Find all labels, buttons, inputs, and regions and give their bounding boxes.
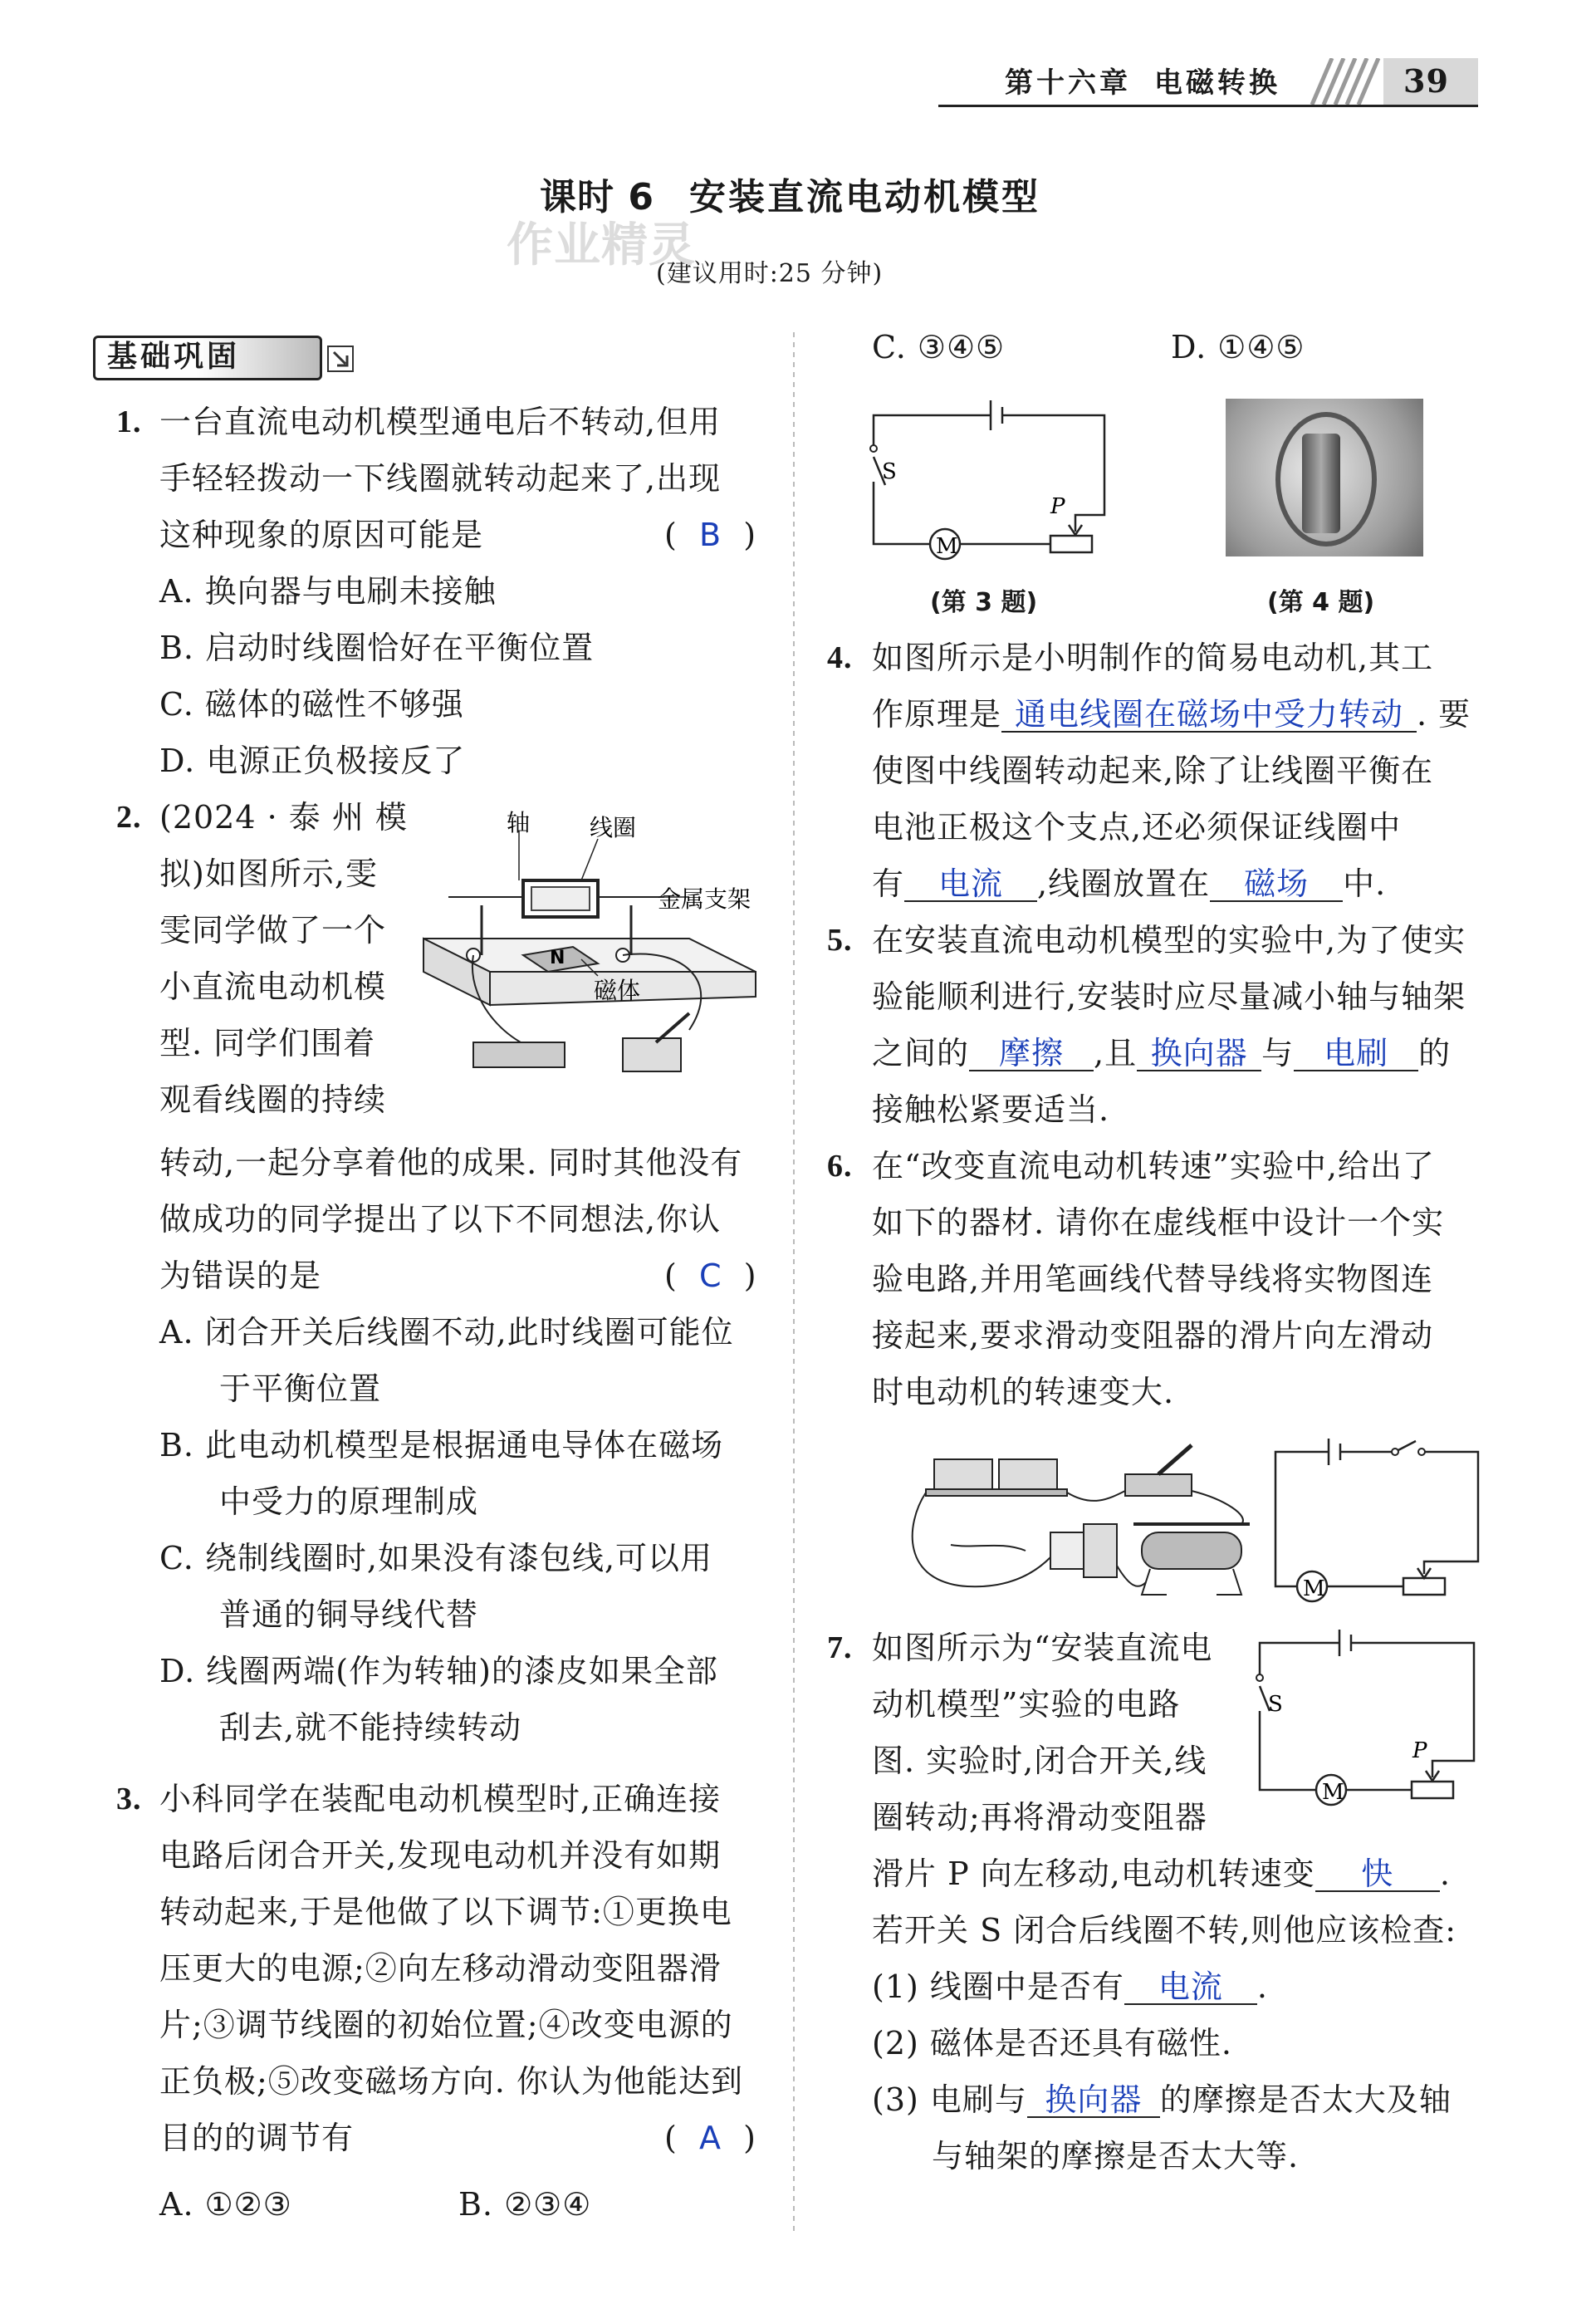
section-tag [93,336,322,380]
q6-circuit-figure [1270,1437,1486,1603]
q4-text: 作原理是 [872,696,1002,733]
header-stripes [1304,58,1478,105]
q5-text: ,且 [1094,1035,1138,1071]
q7-line: 若开关 S 闭合后线圈不转,则他应该检查: [872,1912,1457,1949]
q1-answer: B [698,517,722,553]
watermark: 作业精灵 [507,218,696,272]
q5-line: 验能顺利进行,安装时应尽量减小轴与轴架 [872,978,1466,1015]
q4-text: 中. [1343,865,1387,902]
q2-option-cont: 刮去,就不能持续转动 [219,1709,522,1746]
q5-blank[interactable]: 换向器 [1137,1037,1261,1071]
q7-line [872,1854,1451,1894]
q1-answer-bracket: ( B ) [664,517,757,553]
q6-line: 如下的器材. 请你在虚线框中设计一个实 [872,1204,1445,1241]
header-rule [938,105,1478,107]
q6-fig-m: M [1303,1576,1325,1601]
q4-blank[interactable]: 电流 [904,867,1037,902]
q4-motor-photo [1226,399,1423,556]
q4-text: . 要 [1417,696,1471,733]
q2-fig-bracket: 金属支架 [658,885,751,913]
q7-line: 动机模型”实验的电路 [872,1686,1181,1723]
q5-blank[interactable]: 电刷 [1294,1037,1418,1071]
q3-answer: A [698,2120,722,2156]
q2-option: B. 此电动机模型是根据通电导体在磁场 [159,1427,724,1463]
q7-item-cont: 与轴架的摩擦是否太大等. [932,2138,1300,2174]
q4-text: ,线圈放置在 [1037,865,1211,902]
q2-line: 拟)如图所示,雯 [159,855,378,892]
q2-line: 为错误的是 [159,1257,322,1294]
q5-number: 5. [827,923,853,958]
q3-line: 电路后闭合开关,发现电动机并没有如期 [159,1837,722,1874]
q2-option: A. 闭合开关后线圈不动,此时线圈可能位 [159,1314,734,1351]
q4-line: 使图中线圈转动起来,除了让线圈平衡在 [872,752,1434,789]
q2-line: 转动,一起分享着他的成果. 同时其他没有 [159,1145,743,1181]
q6-line: 接起来,要求滑动变阻器的滑片向左滑动 [872,1317,1434,1354]
q3-option: D. ①④⑤ [1171,329,1305,365]
q2-option: D. 线圈两端(作为转轴)的漆皮如果全部 [159,1653,718,1689]
q2-line: 雯同学做了一个 [159,912,387,949]
q1-number: 1. [116,404,142,439]
q6-line: 在“改变直流电动机转速”实验中,给出了 [872,1148,1435,1184]
lesson-number: 课时 6 [540,176,654,218]
q2-line: 型. 同学们围着 [159,1025,376,1061]
q3-line: 转动起来,于是他做了以下调节:①更换电 [159,1894,732,1930]
q7-blank[interactable]: 电流 [1124,1970,1257,2005]
q4-figure-caption: (第 4 题) [1267,588,1375,617]
q7-text: (1) 线圈中是否有 [872,1968,1124,2005]
q3-line: 压更大的电源;②向左移动滑动变阻器滑 [159,1950,722,1987]
q4-line [872,694,1471,734]
suggested-time: (建议用时:25 分钟) [656,259,884,288]
q5-line: 在安装直流电动机模型的实验中,为了使实 [872,922,1466,958]
chapter-header [938,58,1478,110]
q7-line: 图. 实验时,闭合开关,线 [872,1743,1207,1779]
q7-item [872,2080,1452,2120]
q2-line: 做成功的同学提出了以下不同想法,你认 [159,1201,722,1238]
q7-text: 的摩擦是否太大及轴 [1159,2081,1452,2118]
q5-line [872,1033,1451,1073]
q7-text: . [1256,1968,1269,2005]
q4-blank[interactable]: 通电线圈在磁场中受力转动 [1001,698,1417,733]
q2-number: 2. [116,800,142,835]
q1-line: 手轻轻拨动一下线圈就转动起来了,出现 [159,460,722,497]
q7-fig-p: P [1412,1738,1427,1763]
q3-line: 目的的调节有 [159,2120,355,2156]
q2-fig-coil: 线圈 [590,814,637,841]
q7-blank[interactable]: 快 [1315,1857,1440,1892]
q3-fig-p: P [1050,494,1065,519]
q1-option: B. 启动时线圈恰好在平衡位置 [159,630,595,666]
q1-line: 一台直流电动机模型通电后不转动,但用 [159,404,722,440]
q4-text: 有 [872,865,905,902]
q1-option: C. 磁体的磁性不够强 [159,686,464,723]
q2-line: 观看线圈的持续 [159,1081,387,1118]
q3-option: B. ②③④ [458,2186,592,2223]
q5-line: 接触松紧要适当. [872,1091,1110,1128]
section-title: 基础巩固 [107,339,241,374]
q2-fig-axle: 轴 [507,809,531,836]
q5-text: 的 [1418,1035,1452,1071]
q3-line: 正负极;⑤改变磁场方向. 你认为他能达到 [159,2063,743,2100]
q7-line: 圈转动;再将滑动变阻器 [872,1799,1207,1836]
column-separator [793,332,795,2234]
page-number: 39 [1403,62,1449,100]
q3-circuit-figure [864,399,1129,565]
q1-option: A. 换向器与电刷未接触 [159,573,497,610]
q7-blank[interactable]: 换向器 [1027,2083,1160,2118]
coil-shape [1275,412,1377,547]
q3-option: C. ③④⑤ [872,329,1006,365]
topic-label: 电磁转换 [1154,66,1280,100]
q1-option: D. 电源正负极接反了 [159,743,466,779]
q1-line: 这种现象的原因可能是 [159,517,484,553]
q3-line: 小科同学在装配电动机模型时,正确连接 [159,1781,722,1817]
q3-option: A. ①②③ [159,2186,292,2223]
q5-text: 与 [1261,1035,1295,1071]
q2-option-cont: 普通的铜导线代替 [219,1596,479,1633]
q6-apparatus-figure [901,1441,1266,1607]
q7-fig-s: S [1268,1692,1283,1717]
q3-answer-bracket: ( A ) [664,2120,756,2156]
q7-number: 7. [827,1630,853,1665]
q6-number: 6. [827,1149,853,1184]
q7-text: (3) 电刷与 [872,2081,1027,2118]
q5-text: 之间的 [872,1035,970,1071]
q7-item: (2) 磁体是否还具有磁性. [872,2025,1232,2061]
q2-line: 小直流电动机模 [159,968,387,1005]
q2-option: C. 绕制线圈时,如果没有漆包线,可以用 [159,1540,713,1576]
q4-blank[interactable]: 磁场 [1210,867,1343,902]
q2-option-cont: 于平衡位置 [219,1370,382,1407]
chapter-label: 第十六章 [1005,66,1131,100]
q3-figure-caption: (第 3 题) [930,588,1038,617]
q4-line: 电池正极这个支点,还必须保证线圈中 [872,809,1402,846]
q2-option-cont: 中受力的原理制成 [219,1483,479,1520]
q7-text: 滑片 P 向左移动,电动机转速变 [872,1855,1315,1892]
q2-answer: C [698,1257,722,1294]
page-title: 安装直流电动机模型 [689,176,1040,218]
q3-fig-m: M [936,534,958,559]
q7-line: 如图所示为“安装直流电 [872,1630,1213,1666]
q6-line: 时电动机的转速变大. [872,1374,1175,1410]
q3-line: 片;③调节线圈的初始位置;④改变电源的 [159,2007,733,2043]
q6-line: 验电路,并用笔画线代替导线将实物图连 [872,1261,1434,1297]
q2-answer-bracket: ( C ) [664,1257,757,1294]
q7-fig-m: M [1322,1780,1344,1805]
arrow-icon [327,346,354,372]
q4-line [872,864,1386,904]
q7-circuit-figure [1250,1628,1482,1819]
q5-blank[interactable]: 摩擦 [969,1037,1094,1071]
q4-number: 4. [827,640,853,675]
q3-number: 3. [116,1782,142,1816]
q7-item [872,1967,1268,2007]
q4-line: 如图所示是小明制作的简易电动机,其工 [872,640,1434,676]
q2-line: (2024 · 泰 州 模 [159,799,408,836]
q7-text: . [1439,1855,1451,1892]
q3-fig-s: S [882,459,897,484]
q2-motor-figure [415,806,764,1096]
q2-fig-magnet: 磁体 [594,977,641,1004]
q2-fig-n: N [550,948,565,968]
